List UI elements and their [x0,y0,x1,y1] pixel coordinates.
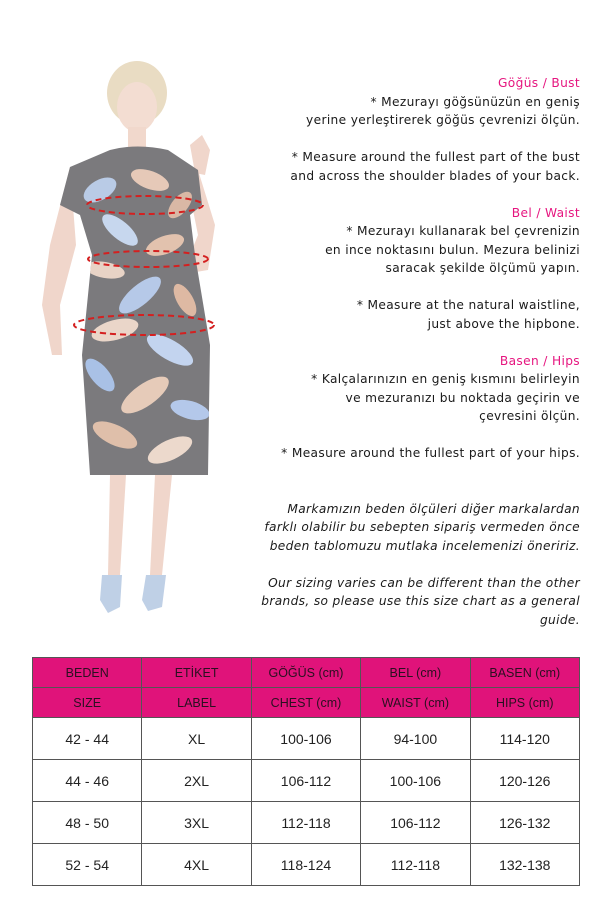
hips-instruction-tr-3: çevresini ölçün. [479,409,580,423]
waist-heading: Bel / Waist [511,205,580,220]
header-cell: CHEST (cm) [251,688,360,718]
header-cell: WAIST (cm) [361,688,470,718]
size-cell: 52 - 54 [33,844,142,886]
waist-instruction-en-2: just above the hipbone. [427,316,580,331]
table-row [33,718,580,760]
header-cell: BEDEN [33,658,142,688]
sizing-note-en-1: Our sizing varies can be different than the other [268,575,580,590]
hips-instruction-tr-1: * Kalçalarınızın en geniş kısmını belirleyin [311,372,580,386]
waist-instruction-en-1: * Measure at the natural waistline, [356,298,580,312]
chest-cell: 118-124 [251,844,360,886]
size-cell: 42 - 44 [33,718,142,760]
chest-cell: 100-106 [251,718,360,760]
waist-instruction-tr-1: * Mezurayı kullanarak bel çevrenizin [346,224,580,238]
hips-instruction-tr-2: ve mezuranızı bu noktada geçirin ve [345,390,580,405]
waist-instruction-tr-3: saracak şekilde ölçümü yapın. [385,261,580,275]
size-cell: 48 - 50 [33,802,142,844]
waist-instruction-tr-2: en ince noktasını bulun. Mezura belinizi [325,242,580,257]
header-cell: LABEL [142,688,251,718]
size-cell: 44 - 46 [33,760,142,802]
table-header-tr [33,658,580,688]
header-cell: BEL (cm) [361,658,470,688]
hips-cell: 114-120 [470,718,579,760]
waist-cell: 106-112 [361,802,470,844]
table-header-en [33,688,580,718]
table-row [33,844,580,886]
waist-cell: 100-106 [361,760,470,802]
label-cell: 4XL [142,844,251,886]
chest-cell: 112-118 [251,802,360,844]
waist-cell: 112-118 [361,844,470,886]
bust-heading: Göğüs / Bust [498,76,580,90]
hips-heading: Basen / Hips [499,353,580,368]
header-cell: BASEN (cm) [470,658,579,688]
hips-cell: 126-132 [470,802,579,844]
label-cell: 3XL [142,802,251,844]
hips-instruction-en-1: * Measure around the fullest part of your hips. [281,446,580,460]
label-cell: XL [142,718,251,760]
hips-cell: 132-138 [470,844,579,886]
sizing-note-tr-3: beden tablomuzu mutlaka incelemenizi öneririz. [269,538,580,553]
measuring-guide [220,74,580,629]
sizing-note-tr-1: Markamızın beden ölçüleri diğer markalardan [287,501,580,516]
size-chart-table [32,657,580,886]
header-cell: HIPS (cm) [470,688,579,718]
bust-instruction-tr-1: * Mezurayı göğsünüzün en geniş [370,94,580,109]
chest-cell: 106-112 [251,760,360,802]
header-cell: SIZE [33,688,142,718]
bust-instruction-tr-2: yerine yerleştirerek göğüs çevrenizi ölçün. [306,113,580,127]
label-cell: 2XL [142,760,251,802]
hips-cell: 120-126 [470,760,579,802]
model-figure-illustration [30,55,245,625]
sizing-note-tr-2: farklı olabilir bu sebepten sipariş vermeden önce [264,520,580,534]
bust-instruction-en-1: * Measure around the fullest part of the bust [291,150,580,164]
model-figure [30,55,245,625]
header-cell: ETİKET [142,658,251,688]
waist-cell: 94-100 [361,718,470,760]
table-row [33,802,580,844]
table-row [33,760,580,802]
bust-instruction-en-2: and across the shoulder blades of your back. [290,168,580,183]
sizing-note-en-2: brands, so please use this size chart as a general guide. [261,594,580,627]
header-cell: GÖĞÜS (cm) [251,658,360,688]
